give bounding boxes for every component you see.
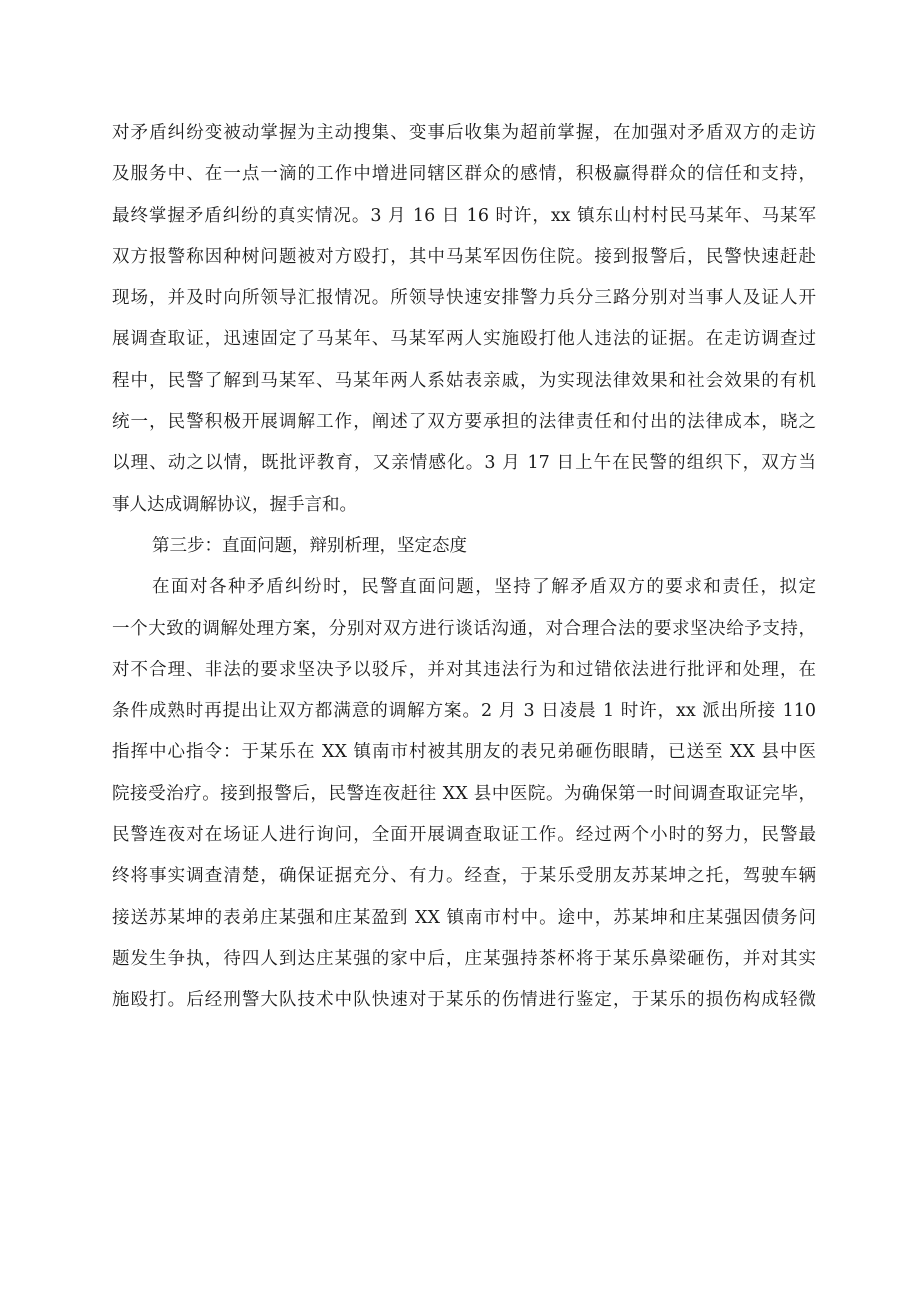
document-body <box>112 113 816 1022</box>
text-line: 对矛盾纠纷变被动掌握为主动搜集、变事后收集为超前掌握，在加强对矛盾双方的走访 <box>112 123 816 143</box>
text-line: 施殴打。后经刑警大队技术中队快速对于某乐的伤情进行鉴定，于某乐的损伤构成轻微 <box>112 990 816 1011</box>
text-line: 院接受治疗。接到报警后，民警连夜赶往 XX 县中医院。为确保第一时间调查取证完毕， <box>112 783 816 804</box>
text-line: 指挥中心指令：于某乐在 XX 镇南市村被其朋友的表兄弟砸伤眼睛，已送至 XX 县中医 <box>112 742 816 763</box>
text-line: 事人达成调解协议，握手言和。 <box>112 494 357 515</box>
section-heading: 第三步：直面问题，辩别析理，坚定态度 <box>152 535 467 556</box>
text-line: 题发生争执，待四人到达庄某强的家中后，庄某强持茶杯将于某乐鼻梁砸伤，并对其实 <box>112 948 816 969</box>
text-line: 双方报警称因种树问题被对方殴打，其中马某军因伤住院。接到报警后，民警快速赶赴 <box>112 246 816 267</box>
text-line: 对不合理、非法的要求坚决予以驳斥，并对其违法行为和过错依法进行批评和处理，在 <box>112 659 816 680</box>
text-line: 一个大致的调解处理方案，分别对双方进行谈话沟通，对合理合法的要求坚决给予支持， <box>112 618 816 639</box>
text-line: 接送苏某坤的表弟庄某强和庄某盈到 XX 镇南市村中。途中，苏某坤和庄某强因债务问 <box>112 907 816 928</box>
text-line: 现场，并及时向所领导汇报情况。所领导快速安排警力兵分三路分别对当事人及证人开 <box>112 288 816 309</box>
text-line: 在面对各种矛盾纠纷时，民警直面问题，坚持了解矛盾双方的要求和责任，拟定 <box>152 577 816 598</box>
text-line: 以理、动之以情，既批评教育，又亲情感化。3 月 17 日上午在民警的组织下，双方当 <box>112 453 816 474</box>
text-line: 及服务中、在一点一滴的工作中增进同辖区群众的感情，积极赢得群众的信任和支持， <box>112 164 816 185</box>
text-line: 统一，民警积极开展调解工作，阐述了双方要承担的法律责任和付出的法律成本，晓之 <box>112 412 816 433</box>
text-line: 终将事实调查清楚，确保证据充分、有力。经查，于某乐受朋友苏某坤之托，驾驶车辆 <box>112 866 816 887</box>
text-line: 程中，民警了解到马某军、马某年两人系姑表亲戚，为实现法律效果和社会效果的有机 <box>112 370 816 391</box>
text-line: 条件成熟时再提出让双方都满意的调解方案。2 月 3 日凌晨 1 时许，xx 派出所接 110 <box>112 701 816 722</box>
text-line: 最终掌握矛盾纠纷的真实情况。3 月 16 日 16 时许，xx 镇东山村村民马某年、马某军 <box>112 205 816 226</box>
text-line: 展调查取证，迅速固定了马某年、马某军两人实施殴打他人违法的证据。在走访调查过 <box>112 329 816 350</box>
text-line: 民警连夜对在场证人进行询问，全面开展调查取证工作。经过两个小时的努力，民警最 <box>112 825 816 846</box>
